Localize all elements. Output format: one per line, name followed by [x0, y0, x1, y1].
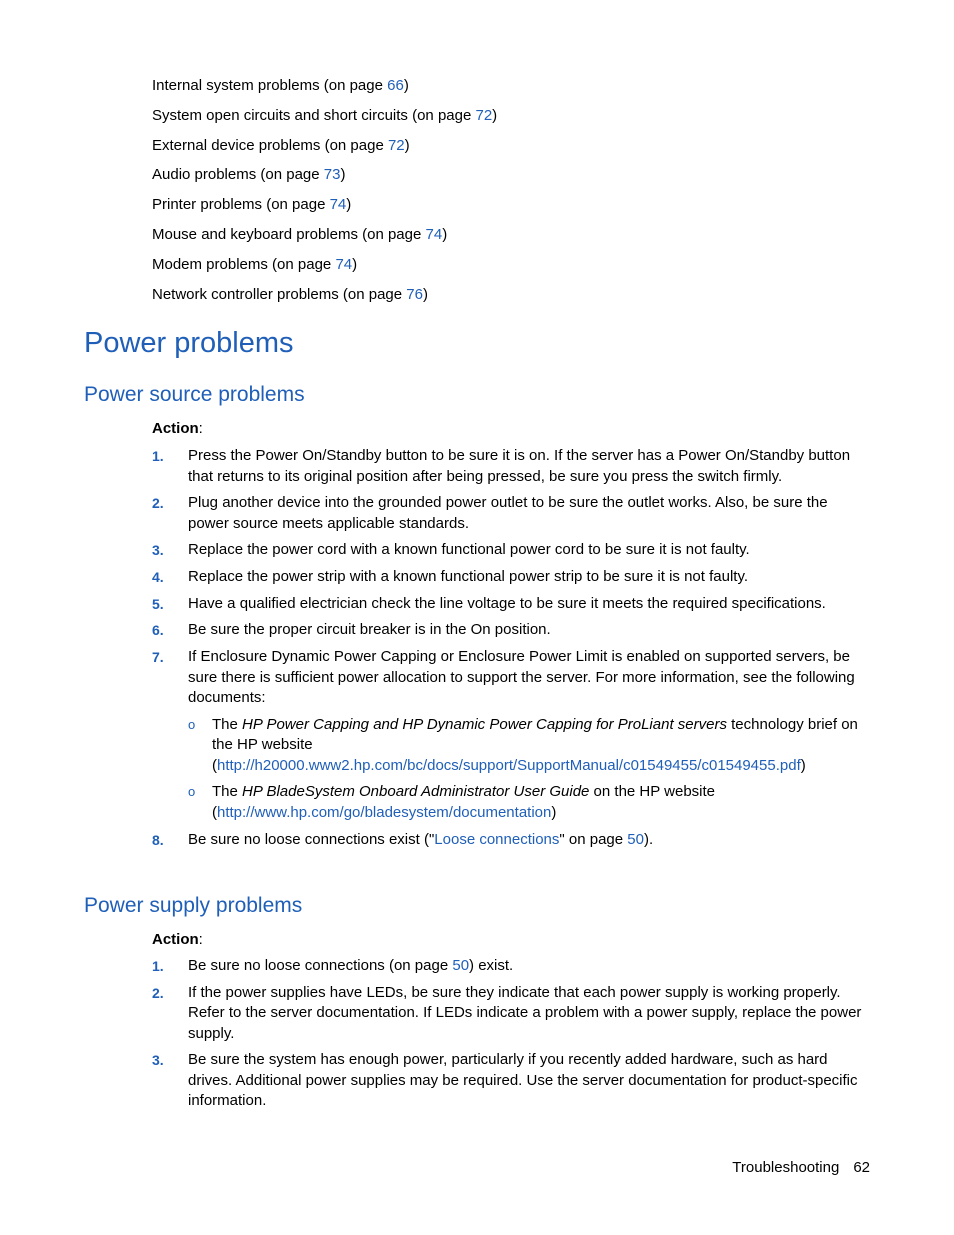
loose-connections-link[interactable]: Loose connections	[434, 830, 560, 848]
page-link[interactable]: 72	[387, 136, 405, 154]
document-sublist	[188, 715, 872, 824]
toc-item: Printer problems (on page 74)	[152, 196, 352, 214]
toc-item: System open circuits and short circuits (on page 72)	[152, 106, 498, 124]
list-item: 3. Be sure the system has enough power, particularly if you recently added hardware, such as hard drives. Additional power supplies may be required. Use the server documentation for product-specific information.	[152, 1051, 858, 1110]
list-item: 5. Have a qualified electrician check the line voltage to be sure it meets the required specifications.	[152, 594, 826, 612]
power-supply-steps	[152, 956, 872, 1118]
power-source-steps	[152, 446, 872, 856]
page-link[interactable]: 73	[323, 166, 341, 184]
url-link[interactable]: http://www.hp.com/go/bladesystem/documentation	[217, 803, 552, 821]
toc-item: Audio problems (on page 73)	[152, 166, 346, 184]
page-link[interactable]: 72	[475, 106, 493, 124]
sublist-item: o The HP BladeSystem Onboard Administrator User Guide on the HP website (http://www.hp.com/go/bladesystem/documentation)	[188, 783, 716, 821]
page-link[interactable]: 50	[627, 830, 644, 848]
list-item: 8. Be sure no loose connections exist ("Loose connections" on page 50).	[152, 830, 654, 848]
list-item: 1. Be sure no loose connections (on page 50) exist.	[152, 957, 514, 974]
toc-list	[152, 74, 497, 312]
page-title: Power problems	[84, 327, 294, 359]
page-number: 62	[853, 1159, 870, 1176]
section-heading-power-source: Power source problems	[84, 383, 305, 406]
list-item: 2. If the power supplies have LEDs, be sure they indicate that each power supply is working properly. Refer to the server documentation. If LEDs indicate a problem with a power supply, replace the power supply.	[152, 983, 862, 1042]
toc-item: Internal system problems (on page 66)	[152, 77, 409, 94]
list-item: 6. Be sure the proper circuit breaker is in the On position.	[152, 621, 551, 639]
toc-item: Mouse and keyboard problems (on page 74)	[152, 225, 448, 243]
page-link[interactable]: 74	[335, 255, 353, 273]
toc-item: Modem problems (on page 74)	[152, 255, 358, 273]
list-item: 4. Replace the power strip with a known functional power strip to be sure it is not faulty.	[152, 568, 749, 586]
sublist-item: o The HP Power Capping and HP Dynamic Power Capping for ProLiant servers technology brief on the HP website (http://h20000.www2.hp.com/bc/docs/support/SupportManual/c01549455/c01549455.pdf)	[188, 715, 858, 774]
url-link[interactable]: http://h20000.www2.hp.com/bc/docs/support/SupportManual/c01549455/c01549455.pdf	[217, 756, 801, 774]
section-heading-power-supply: Power supply problems	[84, 894, 303, 917]
action-label: Action:	[152, 931, 203, 948]
page-link[interactable]: 74	[329, 196, 347, 214]
toc-item: Network controller problems (on page 76)	[152, 285, 428, 303]
footer-section: Troubleshooting	[732, 1159, 840, 1176]
list-item: 7. If Enclosure Dynamic Power Capping or Enclosure Power Limit is enabled on supported servers, be sure there is sufficient power allocation to support the server. For more information, see the following documents: o The HP Power Capping and HP Dynamic Power Capping for ProLiant servers technology brief on the HP website (http://h20000.www2.hp.com/bc/docs/support/SupportManual/c01549455/c01549455.pdf) o The HP BladeSystem Onboard Administrator User Guide on the HP website (http://www.hp.com/go/bladesystem/documentation)	[152, 647, 872, 823]
action-label: Action:	[152, 420, 203, 437]
list-item: 2. Plug another device into the grounded power outlet to be sure the outlet works. Also, be sure the power source meets applicable standards.	[152, 494, 828, 532]
page-link[interactable]: 66	[387, 77, 404, 94]
list-item: 3. Replace the power cord with a known functional power cord to be sure it is not faulty.	[152, 541, 750, 559]
toc-item: External device problems (on page 72)	[152, 136, 410, 154]
page-link[interactable]: 76	[406, 285, 423, 303]
page-link[interactable]: 50	[452, 957, 470, 974]
page-footer	[732, 1158, 870, 1178]
list-item: 1. Press the Power On/Standby button to be sure it is on. If the server has a Power On/Standby button that returns to its original position after being pressed, be sure you press the switch firmly.	[152, 447, 851, 485]
page-link[interactable]: 74	[425, 225, 443, 243]
